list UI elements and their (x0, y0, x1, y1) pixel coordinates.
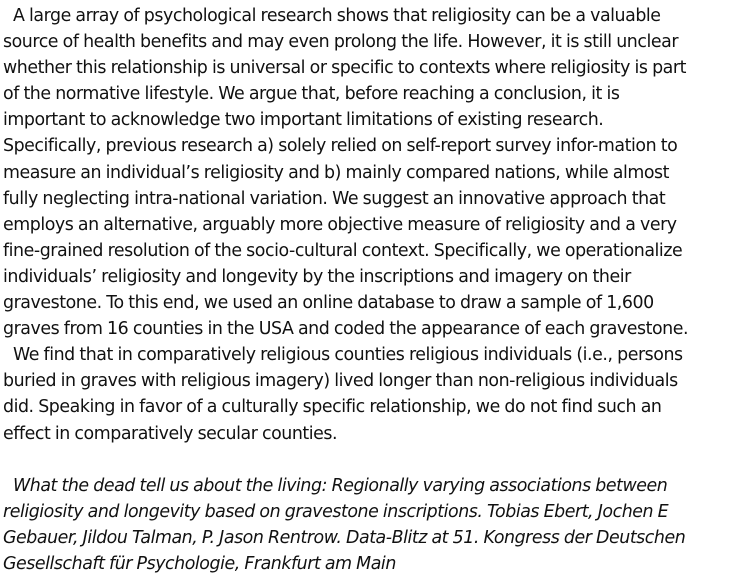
abstract-line: individuals’ religiosity and longevity by the inscriptions and imagery on their (3, 266, 631, 287)
document (3, 3, 729, 577)
abstract-line: of the normative lifestyle. We argue that, before reaching a conclusion, it is (3, 84, 620, 105)
abstract-line: important to acknowledge two important limitations of existing research. (3, 110, 604, 131)
paragraph-spacer (3, 447, 729, 473)
abstract-line: source of health benefits and may even prolong the life. However, it is still unclear (3, 32, 679, 53)
abstract-line: effect in comparatively secular counties. (3, 423, 338, 444)
abstract-line: fully neglecting intra-national variation. We suggest an innovative approach that (3, 188, 666, 209)
abstract-line: A large array of psychological research shows that religiosity can be a valuable (13, 6, 661, 26)
citation-paragraph (3, 473, 729, 577)
abstract-paragraph (3, 3, 729, 447)
citation-line: religiosity and longevity based on gravestone inscriptions. Tobias Ebert, Jochen E (3, 501, 669, 522)
abstract-line: did. Speaking in favor of a culturally specific relationship, we do not find such an (3, 397, 662, 418)
abstract-line: whether this relationship is universal or specific to contexts where religiosity is part (3, 58, 686, 79)
abstract-line: gravestone. To this end, we used an online database to draw a sample of 1,600 (3, 293, 654, 314)
abstract-line: Specifically, previous research a) solely relied on self-report survey infor-mation to (3, 136, 678, 157)
citation-line: Gebauer, Jildou Talman, P. Jason Rentrow. Data-Blitz at 51. Kongress der Deutschen (3, 527, 686, 548)
abstract-line: measure an individual’s religiosity and b) mainly compared nations, while almost (3, 162, 670, 183)
citation-line: Gesellschaft für Psychologie, Frankfurt am Main (3, 553, 396, 574)
abstract-line: employs an alternative, arguably more objective measure of religiosity and a very (3, 214, 677, 235)
abstract-line: fine-grained resolution of the socio-cultural context. Specifically, we operationalize (3, 240, 683, 261)
abstract-line: graves from 16 counties in the USA and coded the appearance of each gravestone. (3, 319, 689, 340)
abstract-line: We find that in comparatively religious counties religious individuals (i.e., persons (13, 345, 683, 366)
citation-line: What the dead tell us about the living: Regionally varying associations between (13, 475, 668, 496)
abstract-line: buried in graves with religious imagery) lived longer than non-religious individuals (3, 371, 678, 392)
